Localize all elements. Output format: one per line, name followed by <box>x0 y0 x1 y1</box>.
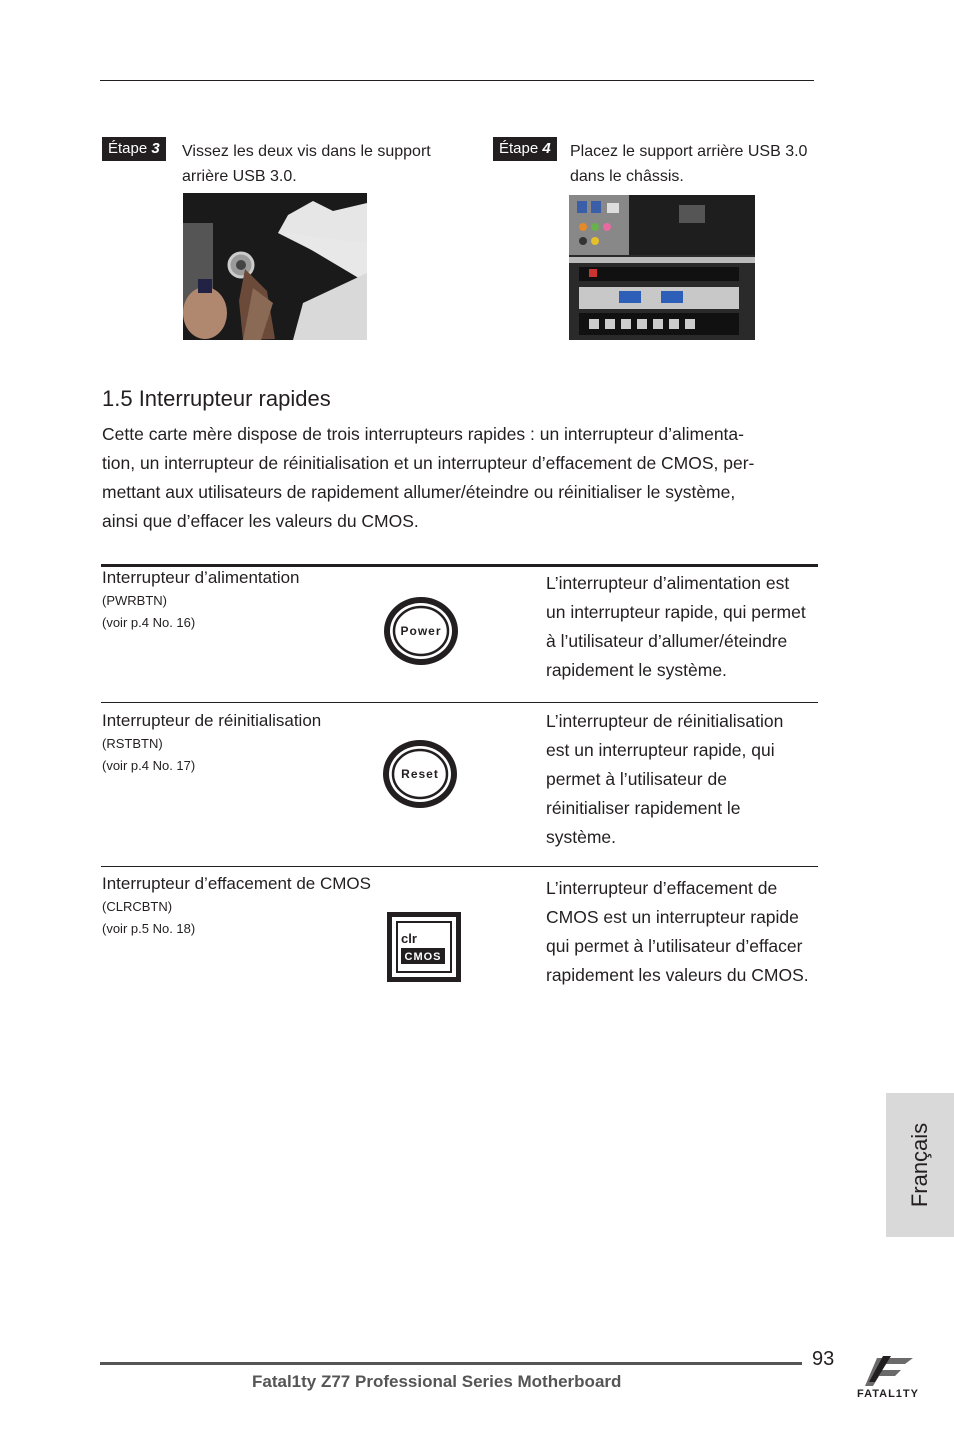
language-label: Français <box>907 1122 932 1208</box>
power-switch-desc <box>546 569 846 685</box>
footer-rule <box>100 1362 802 1365</box>
desc-line: permet à l’utilisateur de <box>546 769 727 789</box>
switch-ref: (voir p.4 No. 16) <box>102 615 196 630</box>
step-badge-number: 4 <box>542 140 551 157</box>
desc-line: L’interrupteur d’alimentation est <box>546 573 790 593</box>
section-title: 1.5 Interrupteur rapides <box>102 386 331 411</box>
table-row-rule <box>101 866 818 867</box>
step-badge-number: 3 <box>151 140 160 157</box>
page-number: 93 <box>812 1348 835 1370</box>
step-text-line: dans le châssis. <box>570 168 684 185</box>
step-4-photo <box>569 195 755 340</box>
step-text-line: Placez le support arrière USB 3.0 <box>570 143 808 160</box>
switch-name: Interrupteur d’effacement de CMOS <box>102 874 371 893</box>
logo-text: FATAL1TY <box>857 1388 919 1400</box>
reset-icon-label: Reset <box>401 767 439 781</box>
body-line: ainsi que d’effacer les valeurs du CMOS. <box>102 511 419 531</box>
desc-line: rapidement les valeurs du CMOS. <box>546 965 809 985</box>
reset-switch-desc <box>546 707 846 852</box>
desc-line: à l’utilisateur d’allumer/éteindre <box>546 631 788 651</box>
table-top-rule <box>101 564 818 567</box>
switch-code: (CLRCBTN) <box>102 899 173 914</box>
step-3-badge <box>102 137 166 161</box>
step-text-line: Vissez les deux vis dans le support <box>182 143 431 160</box>
desc-line: est un interrupteur rapide, qui <box>546 740 775 760</box>
step-4-text <box>570 139 807 189</box>
desc-line: réinitialiser rapidement le <box>546 798 741 818</box>
reset-switch-info <box>102 711 321 777</box>
body-line: tion, un interrupteur de réinitialisation et un interrupteur d’effacement de CMOS, per- <box>102 453 755 473</box>
power-switch-info <box>102 568 300 634</box>
fatal1ty-logo <box>855 1352 933 1412</box>
language-tab <box>886 1093 954 1237</box>
desc-line: système. <box>546 827 617 847</box>
desc-line: un interrupteur rapide, qui permet <box>546 602 806 622</box>
step-4-badge <box>493 137 557 161</box>
step-text-line: arrière USB 3.0. <box>182 168 297 185</box>
step-3-photo <box>183 193 367 340</box>
clrcmos-switch-desc <box>546 874 856 990</box>
clrcmos-icon-label-top: clr <box>401 931 417 946</box>
desc-line: rapidement le système. <box>546 660 727 680</box>
desc-line: CMOS est un interrupteur rapide <box>546 907 799 927</box>
section-body <box>102 420 822 536</box>
reset-button-icon <box>381 738 459 810</box>
power-icon-label: Power <box>400 624 442 638</box>
switch-name: Interrupteur de réinitialisation <box>102 711 322 730</box>
clrcmos-icon-label-bottom: CMOS <box>404 951 442 963</box>
step-badge-word: Étape <box>499 140 539 157</box>
footer-title: Fatal1ty Z77 Professional Series Motherboard <box>252 1372 622 1391</box>
body-line: Cette carte mère dispose de trois interrupteurs rapides : un interrupteur d’alimenta- <box>102 424 744 444</box>
table-row-rule <box>101 702 818 703</box>
switch-ref: (voir p.5 No. 18) <box>102 921 196 936</box>
power-button-icon <box>382 595 460 667</box>
desc-line: L’interrupteur de réinitialisation <box>546 711 784 731</box>
desc-line: qui permet à l’utilisateur d’effacer <box>546 936 803 956</box>
switch-code: (RSTBTN) <box>102 736 163 751</box>
clrcmos-button-icon <box>387 912 461 982</box>
switch-code: (PWRBTN) <box>102 593 167 608</box>
desc-line: L’interrupteur d’effacement de <box>546 878 778 898</box>
switch-name: Interrupteur d’alimentation <box>102 568 300 587</box>
clrcmos-switch-info <box>102 874 371 940</box>
switch-ref: (voir p.4 No. 17) <box>102 758 196 773</box>
header-rule <box>100 80 814 81</box>
step-badge-word: Étape <box>108 140 148 157</box>
step-3-text <box>182 139 431 189</box>
body-line: mettant aux utilisateurs de rapidement allumer/éteindre ou réinitialiser le système, <box>102 482 736 502</box>
